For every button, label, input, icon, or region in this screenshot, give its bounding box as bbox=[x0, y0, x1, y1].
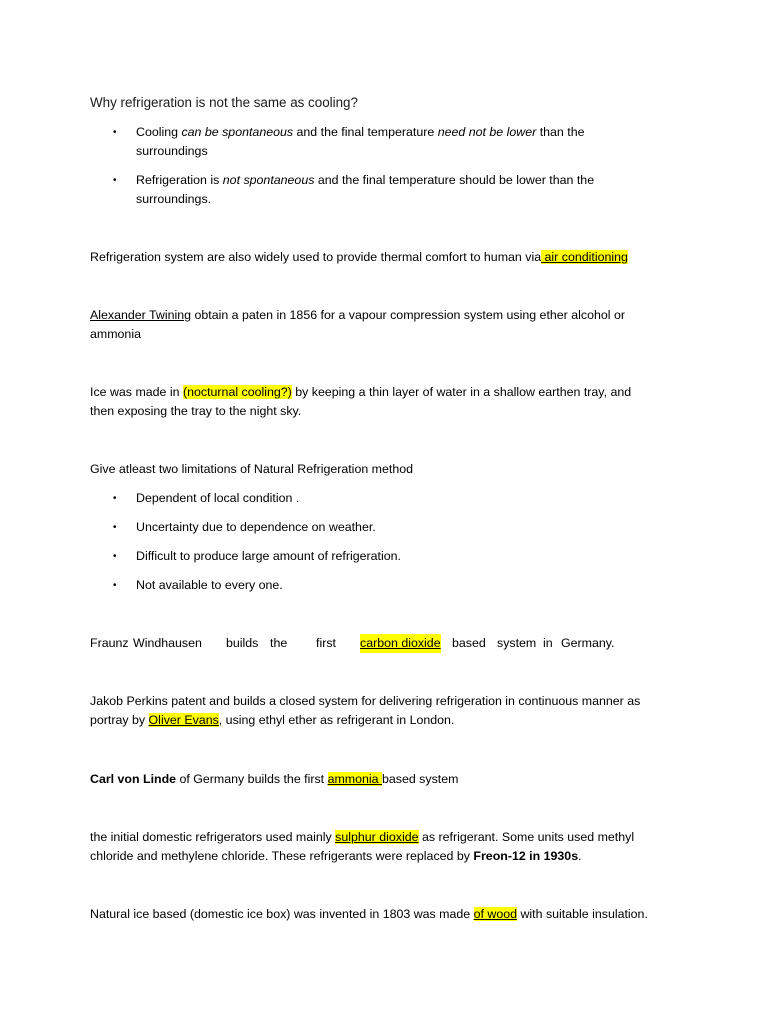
bullet-marker: • bbox=[113, 175, 117, 186]
paragraph-text: of Germany builds the first bbox=[176, 772, 328, 786]
paragraph-word: Germany. bbox=[561, 636, 615, 650]
bullet-marker: • bbox=[113, 580, 117, 591]
paragraph-text: Refrigeration system are also widely used to provide thermal comfort to human via bbox=[90, 250, 542, 264]
bullet-emphasis: not spontaneous bbox=[222, 173, 315, 187]
paragraph-text: Ice was made in bbox=[90, 385, 183, 399]
limitation-text: Difficult to produce large amount of refrigeration. bbox=[136, 549, 401, 563]
bullet-text: than the bbox=[536, 125, 585, 139]
paragraph-word: first bbox=[316, 636, 336, 650]
paragraph-text: ammonia bbox=[90, 327, 141, 341]
paragraph-text: portray by bbox=[90, 713, 149, 727]
highlight-ammonia: ammonia bbox=[327, 772, 382, 786]
limitations-heading-text: Give atleast two limitations of Natural Refrigeration method bbox=[90, 462, 413, 476]
highlight-nocturnal-cooling: (nocturnal cooling?) bbox=[182, 385, 292, 399]
domestic-paragraph bbox=[90, 828, 690, 866]
bullet-text: Refrigeration is bbox=[136, 173, 223, 187]
bullet-text: and the final temperature bbox=[293, 125, 438, 139]
highlight-oliver-evans: Oliver Evans bbox=[148, 713, 219, 727]
paragraph-text: chloride and methylene chloride. These refrigerants were replaced by bbox=[90, 849, 474, 863]
limitation-text: Uncertainty due to dependence on weather. bbox=[136, 520, 376, 534]
paragraph-text: . bbox=[578, 849, 582, 863]
paragraph-word: Fraunz bbox=[90, 636, 129, 650]
linde-name: Carl von Linde bbox=[90, 772, 177, 786]
twining-paragraph bbox=[90, 306, 680, 344]
icebox-paragraph bbox=[90, 905, 690, 924]
paragraph-text: obtain a paten in 1856 for a vapour compression system using ether alcohol or bbox=[191, 308, 625, 322]
bullet-marker: • bbox=[113, 551, 117, 562]
paragraph-word: based bbox=[452, 636, 486, 650]
paragraph-word: system bbox=[497, 636, 537, 650]
paragraph-word: Windhausen bbox=[133, 636, 202, 650]
ac-paragraph bbox=[90, 248, 690, 267]
freon-text: Freon-12 in 1930s bbox=[473, 849, 579, 863]
bullet-emphasis: can be spontaneous bbox=[181, 125, 294, 139]
limitation-item bbox=[136, 547, 656, 566]
paragraph-text: with suitable insulation. bbox=[517, 907, 648, 921]
paragraph-text: then exposing the tray to the night sky. bbox=[90, 404, 302, 418]
paragraph-text: the initial domestic refrigerators used mainly bbox=[90, 830, 336, 844]
bullet-text: surroundings bbox=[136, 144, 208, 158]
bullet-text: and the final temperature should be lower than the bbox=[314, 173, 595, 187]
paragraph-text: Jakob Perkins patent and builds a closed system for delivering refrigeration in continuous manner as bbox=[90, 694, 641, 708]
highlight-sulphur-dioxide: sulphur dioxide bbox=[335, 830, 419, 844]
limitation-text: Not available to every one. bbox=[136, 578, 283, 592]
limitation-item bbox=[136, 489, 656, 508]
question-text: Why refrigeration is not the same as cooling? bbox=[90, 95, 358, 110]
question-heading bbox=[90, 93, 680, 112]
limitation-text: Dependent of local condition . bbox=[136, 491, 300, 505]
paragraph-text: by keeping a thin layer of water in a shallow earthen tray, and bbox=[291, 385, 632, 399]
cooling-bullet-1 bbox=[136, 123, 656, 161]
highlight-air-conditioning: air conditioning bbox=[541, 250, 628, 264]
paragraph-word: the bbox=[270, 636, 288, 650]
paragraph-text: as refrigerant. Some units used methyl bbox=[418, 830, 635, 844]
paragraph-text: based system bbox=[381, 772, 459, 786]
paragraph-word: builds bbox=[226, 636, 259, 650]
highlight-of-wood: of wood bbox=[473, 907, 518, 921]
paragraph-text: , using ethyl ether as refrigerant in London. bbox=[218, 713, 455, 727]
bullet-text: Cooling bbox=[136, 125, 182, 139]
bullet-marker: • bbox=[113, 493, 117, 504]
limitation-item bbox=[136, 518, 656, 537]
bullet-emphasis: need not be lower bbox=[437, 125, 537, 139]
highlight-carbon-dioxide: carbon dioxide bbox=[360, 634, 441, 653]
paragraph-text: Natural ice based (domestic ice box) was invented in 1803 was made bbox=[90, 907, 474, 921]
linde-paragraph bbox=[90, 770, 680, 789]
bullet-marker: • bbox=[113, 522, 117, 533]
perkins-paragraph bbox=[90, 692, 690, 730]
ice-paragraph bbox=[90, 383, 680, 421]
bullet-text: surroundings. bbox=[136, 192, 212, 206]
paragraph-word: in bbox=[543, 636, 553, 650]
bullet-marker: • bbox=[113, 127, 117, 138]
limitation-item bbox=[136, 576, 656, 595]
cooling-bullet-2 bbox=[136, 171, 656, 209]
limitations-heading bbox=[90, 460, 680, 479]
twining-name: Alexander Twining bbox=[90, 308, 192, 322]
